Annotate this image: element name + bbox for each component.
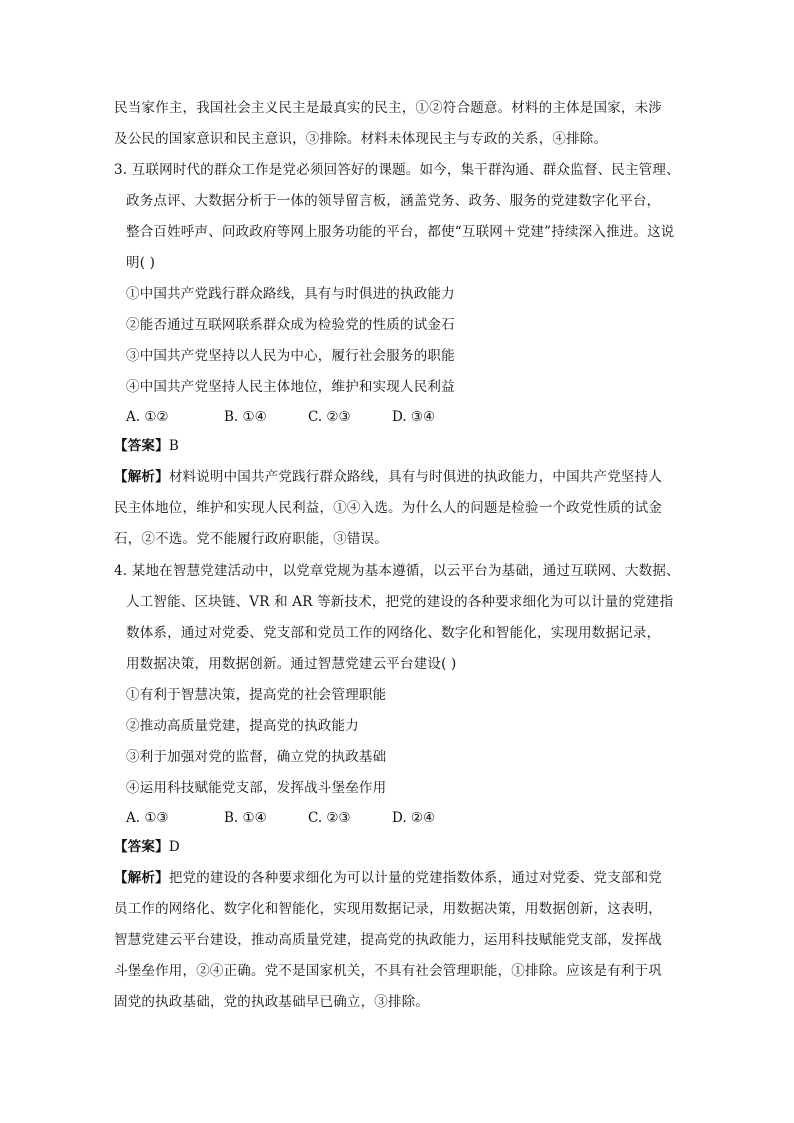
q3-statement-2: ②能否通过互联网联系群众成为检验党的性质的试金石	[126, 317, 455, 333]
q4-option-a: A. ①③	[126, 810, 169, 826]
q3-analysis-line-1	[114, 467, 662, 487]
q4-analysis-line-1	[114, 868, 662, 888]
q3-option-d: D. ③④	[392, 409, 436, 425]
q3-analysis-line-3: 石，②不选。党不能履行政府职能，③错误。	[114, 531, 388, 547]
q4-stem-line-4: 用数据决策，用数据创新。通过智慧党建云平台建设( )	[126, 656, 457, 672]
q3-answer-value: B	[168, 438, 179, 454]
prev-analysis-line-2: 及公民的国家意识和民主意识，③排除。材料未体现民主与专政的关系，④排除。	[114, 131, 608, 147]
q3-stem-line-3: 整合百姓呼声、问政政府等网上服务功能的平台，都使“互联网＋党建”持续深入推进。这说	[126, 224, 675, 240]
q3-statement-3: ③中国共产党坚持以人民为中心，履行社会服务的职能	[126, 348, 455, 364]
q4-option-c: C. ②③	[308, 810, 351, 826]
q3-statement-4: ④中国共产党坚持人民主体地位，维护和实现人民利益	[126, 379, 455, 395]
q4-stem-line-1: 4. 某地在智慧党建活动中，以党章党规为基本遵循，以云平台为基础，通过互联网、大数据、	[114, 563, 680, 579]
q4-option-b: B. ①④	[224, 810, 267, 826]
q4-analysis-line-4: 斗堡垒作用，②④正确。党不是国家机关，不具有社会管理职能，①排除。应该是有利于巩	[114, 963, 662, 979]
q4-answer	[114, 837, 180, 857]
q3-option-b: B. ①④	[224, 409, 267, 425]
q3-option-a: A. ①②	[126, 409, 169, 425]
q4-statement-4: ④运用科技赋能党支部，发挥战斗堡垒作用	[126, 780, 387, 796]
q3-statement-1: ①中国共产党践行群众路线，具有与时俱进的执政能力	[126, 286, 455, 302]
q4-statement-2: ②推动高质量党建，提高党的执政能力	[126, 718, 359, 734]
q4-stem-line-3: 数体系，通过对党委、党支部和党员工作的网络化、数字化和智能化，实现用数据记录，	[126, 625, 661, 641]
q4-analysis-line-5: 固党的执政基础，党的执政基础早已确立，③排除。	[114, 994, 430, 1010]
q4-analysis-text-1: 把党的建设的各种要求细化为可以计量的党建指数体系，通过对党委、党支部和党	[168, 870, 663, 886]
q4-statement-3: ③利于加强对党的监督，确立党的执政基础	[126, 749, 387, 765]
q4-analysis-label: 【解析】	[114, 870, 169, 886]
q4-statement-1: ①有利于智慧决策，提高党的社会管理职能	[126, 687, 387, 703]
q3-stem-line-2: 政务点评、大数据分析于一体的领导留言板，涵盖党务、政务、服务的党建数字化平台，	[126, 193, 661, 209]
q3-answer	[114, 436, 179, 456]
q4-answer-value: D	[168, 839, 180, 855]
q3-analysis-line-2: 民主体地位，维护和实现人民利益，①④入选。为什么人的问题是检验一个政党性质的试金	[114, 500, 662, 516]
q3-analysis-label: 【解析】	[114, 469, 169, 485]
prev-analysis-line-1: 民当家作主，我国社会主义民主是最真实的民主，①②符合题意。材料的主体是国家，未涉	[114, 100, 662, 116]
q4-stem-line-2: 人工智能、区块链、VR 和 AR 等新技术，把党的建设的各种要求细化为可以计量的党建指	[126, 594, 674, 610]
q4-analysis-line-2: 员工作的网络化、数字化和智能化，实现用数据记录，用数据决策，用数据创新，这表明，	[114, 901, 662, 917]
q4-analysis-line-3: 智慧党建云平台建设，推动高质量党建，提高党的执政能力，运用科技赋能党支部，发挥战	[114, 932, 662, 948]
q3-stem-line-4: 明( )	[126, 255, 156, 271]
q4-answer-label: 【答案】	[114, 839, 169, 855]
q4-option-d: D. ②④	[392, 810, 436, 826]
q3-answer-label: 【答案】	[114, 438, 169, 454]
q3-stem-line-1: 3. 互联网时代的群众工作是党必须回答好的课题。如今，集干群沟通、群众监督、民主管理、	[114, 162, 680, 178]
q3-option-c: C. ②③	[308, 409, 351, 425]
q3-analysis-text-1: 材料说明中国共产党践行群众路线，具有与时俱进的执政能力，中国共产党坚持人	[168, 469, 663, 485]
